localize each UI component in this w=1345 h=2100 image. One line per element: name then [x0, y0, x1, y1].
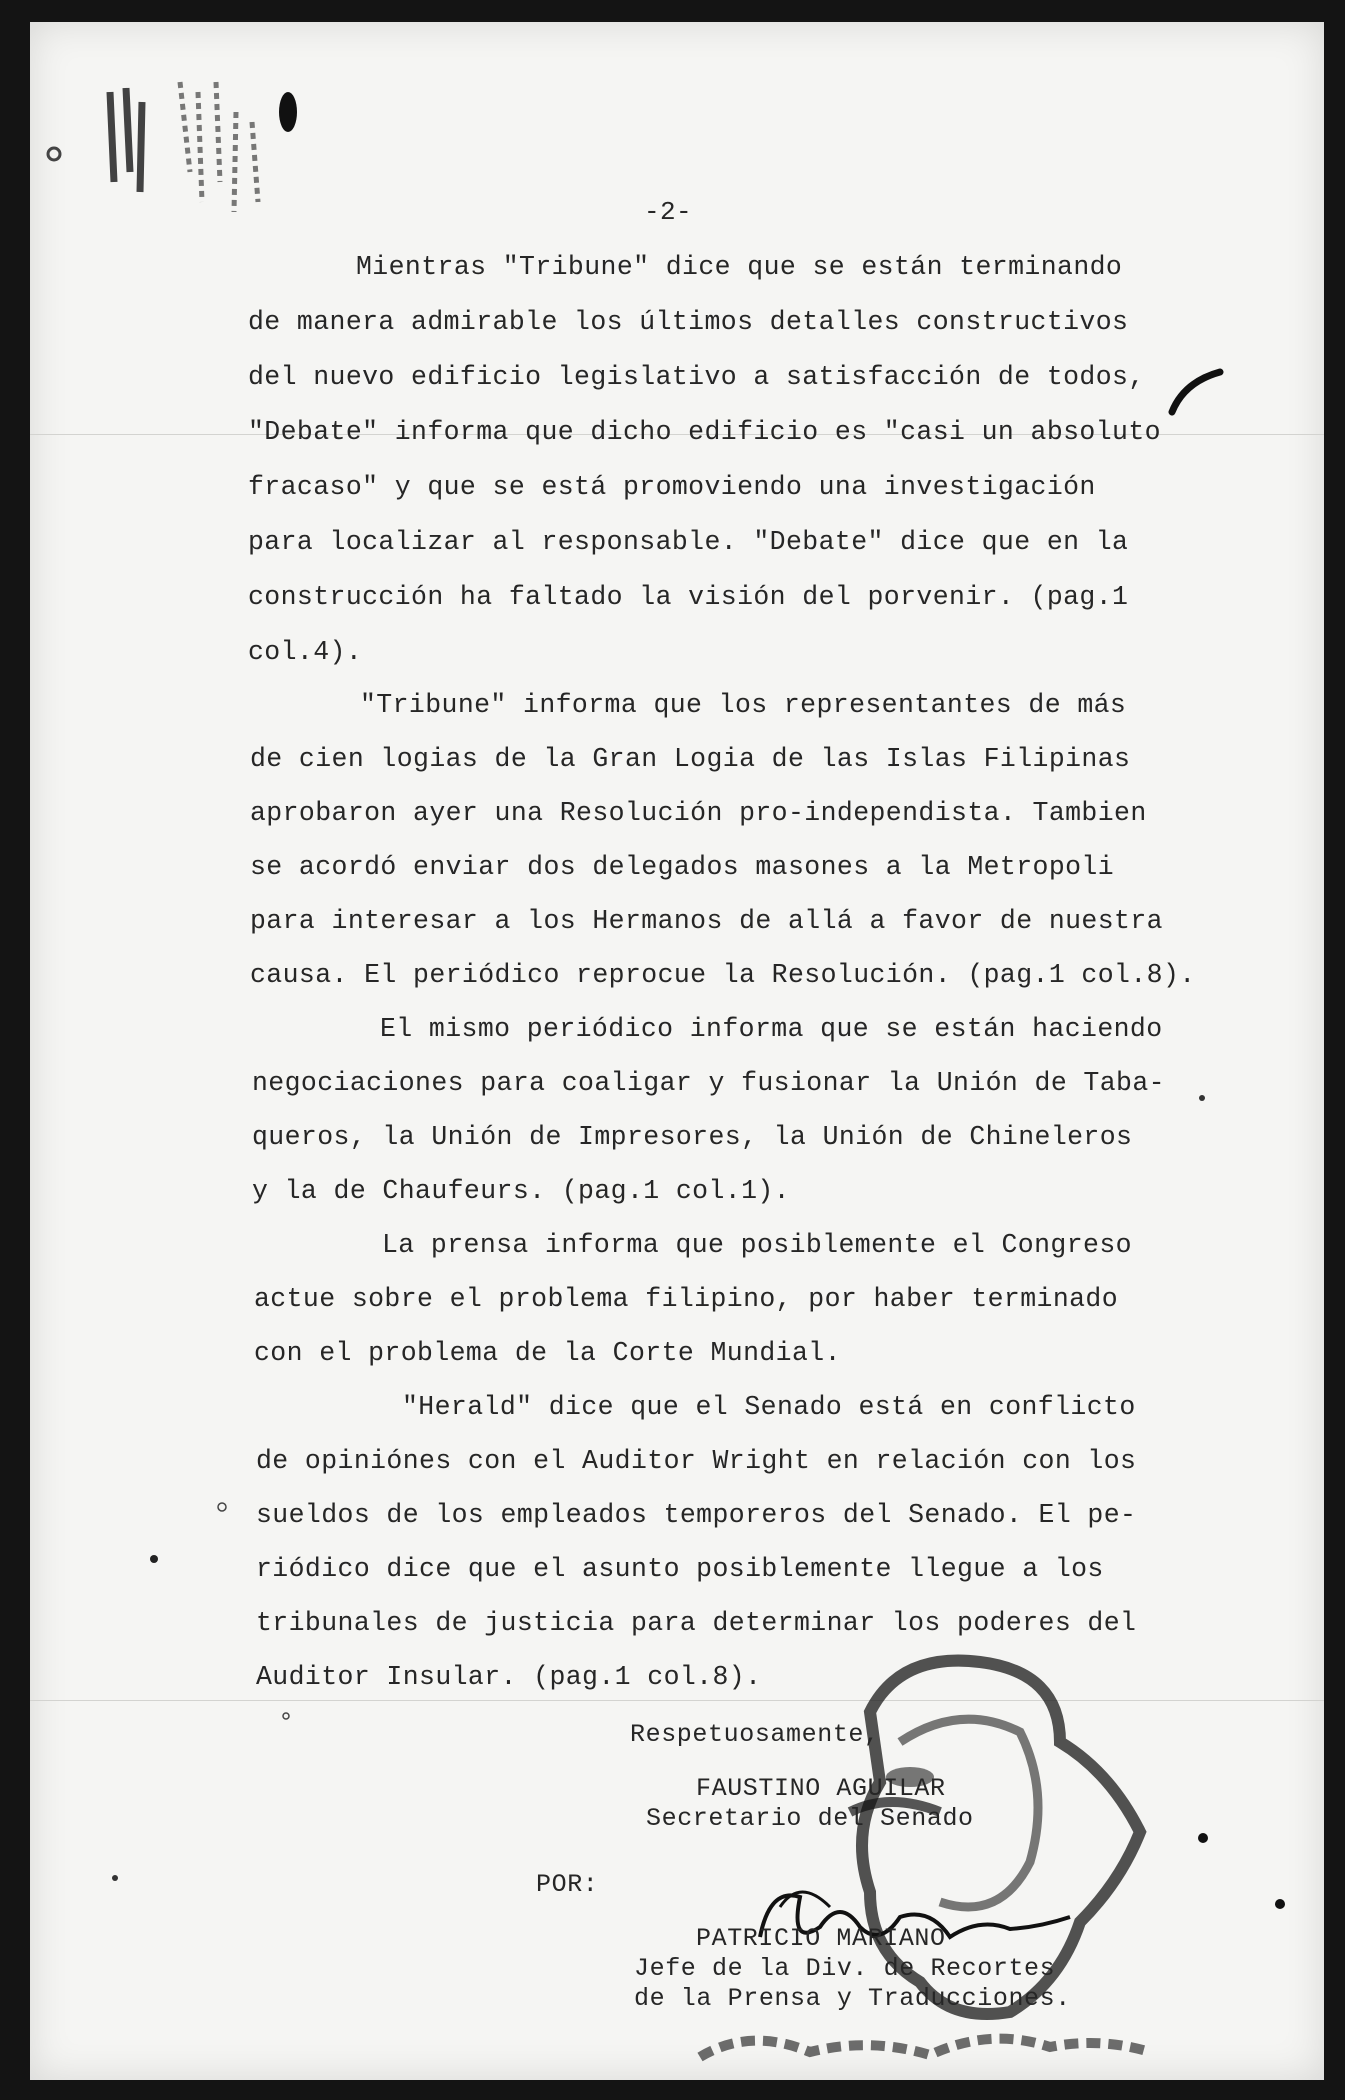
text-line: actue sobre el problema filipino, por haber terminado	[254, 1284, 1119, 1314]
text-line: queros, la Unión de Impresores, la Unión de Chineleros	[252, 1122, 1133, 1152]
text-line: col.4).	[248, 637, 363, 667]
agent-title-line-2: de la Prensa y Traducciones.	[634, 1984, 1071, 2013]
por-label: POR:	[536, 1870, 599, 1899]
text-line: causa. El periódico reprocue la Resolución. (pag.1 col.8).	[250, 960, 1196, 990]
document-page	[30, 22, 1324, 2080]
text-line: "Herald" dice que el Senado está en conflicto	[402, 1392, 1136, 1422]
text-line: para interesar a los Hermanos de allá a favor de nuestra	[250, 906, 1163, 936]
text-line: se acordó enviar dos delegados masones a la Metropoli	[250, 852, 1115, 882]
signer-title: Secretario del Senado	[646, 1804, 974, 1833]
text-line: El mismo periódico informa que se están haciendo	[380, 1014, 1163, 1044]
text-line: del nuevo edificio legislativo a satisfacción de todos,	[248, 362, 1145, 392]
salutation: Respetuosamente,	[630, 1720, 880, 1749]
page-number: -2-	[644, 197, 693, 227]
agent-title-line-1: Jefe de la Div. de Recortes	[634, 1954, 1056, 1983]
text-line: de cien logias de la Gran Logia de las Islas Filipinas	[250, 744, 1131, 774]
text-line: Mientras "Tribune" dice que se están terminando	[356, 252, 1123, 282]
text-line: construcción ha faltado la visión del porvenir. (pag.1	[248, 582, 1129, 612]
text-line: "Debate" informa que dicho edificio es "casi un absoluto	[248, 417, 1161, 447]
text-line: tribunales de justicia para determinar los poderes del	[256, 1608, 1137, 1638]
text-line: con el problema de la Corte Mundial.	[254, 1338, 841, 1368]
signer-name: FAUSTINO AGUILAR	[696, 1774, 946, 1803]
text-line: "Tribune" informa que los representantes de más	[360, 690, 1127, 720]
text-line: de manera admirable los últimos detalles constructivos	[248, 307, 1129, 337]
text-line: sueldos de los empleados temporeros del Senado. El pe-	[256, 1500, 1137, 1530]
agent-name: PATRICIO MARIANO	[696, 1924, 946, 1953]
text-line: de opiniónes con el Auditor Wright en relación con los	[256, 1446, 1137, 1476]
text-line: fracaso" y que se está promoviendo una investigación	[248, 472, 1096, 502]
text-line: para localizar al responsable. "Debate" dice que en la	[248, 527, 1129, 557]
text-line: y la de Chaufeurs. (pag.1 col.1).	[252, 1176, 790, 1206]
text-line: aprobaron ayer una Resolución pro-independista. Tambien	[250, 798, 1147, 828]
text-line: Auditor Insular. (pag.1 col.8).	[256, 1662, 762, 1692]
text-line: riódico dice que el asunto posiblemente llegue a los	[256, 1554, 1104, 1584]
text-line: negociaciones para coaligar y fusionar la Unión de Taba-	[252, 1068, 1165, 1098]
text-line: La prensa informa que posiblemente el Congreso	[382, 1230, 1132, 1260]
